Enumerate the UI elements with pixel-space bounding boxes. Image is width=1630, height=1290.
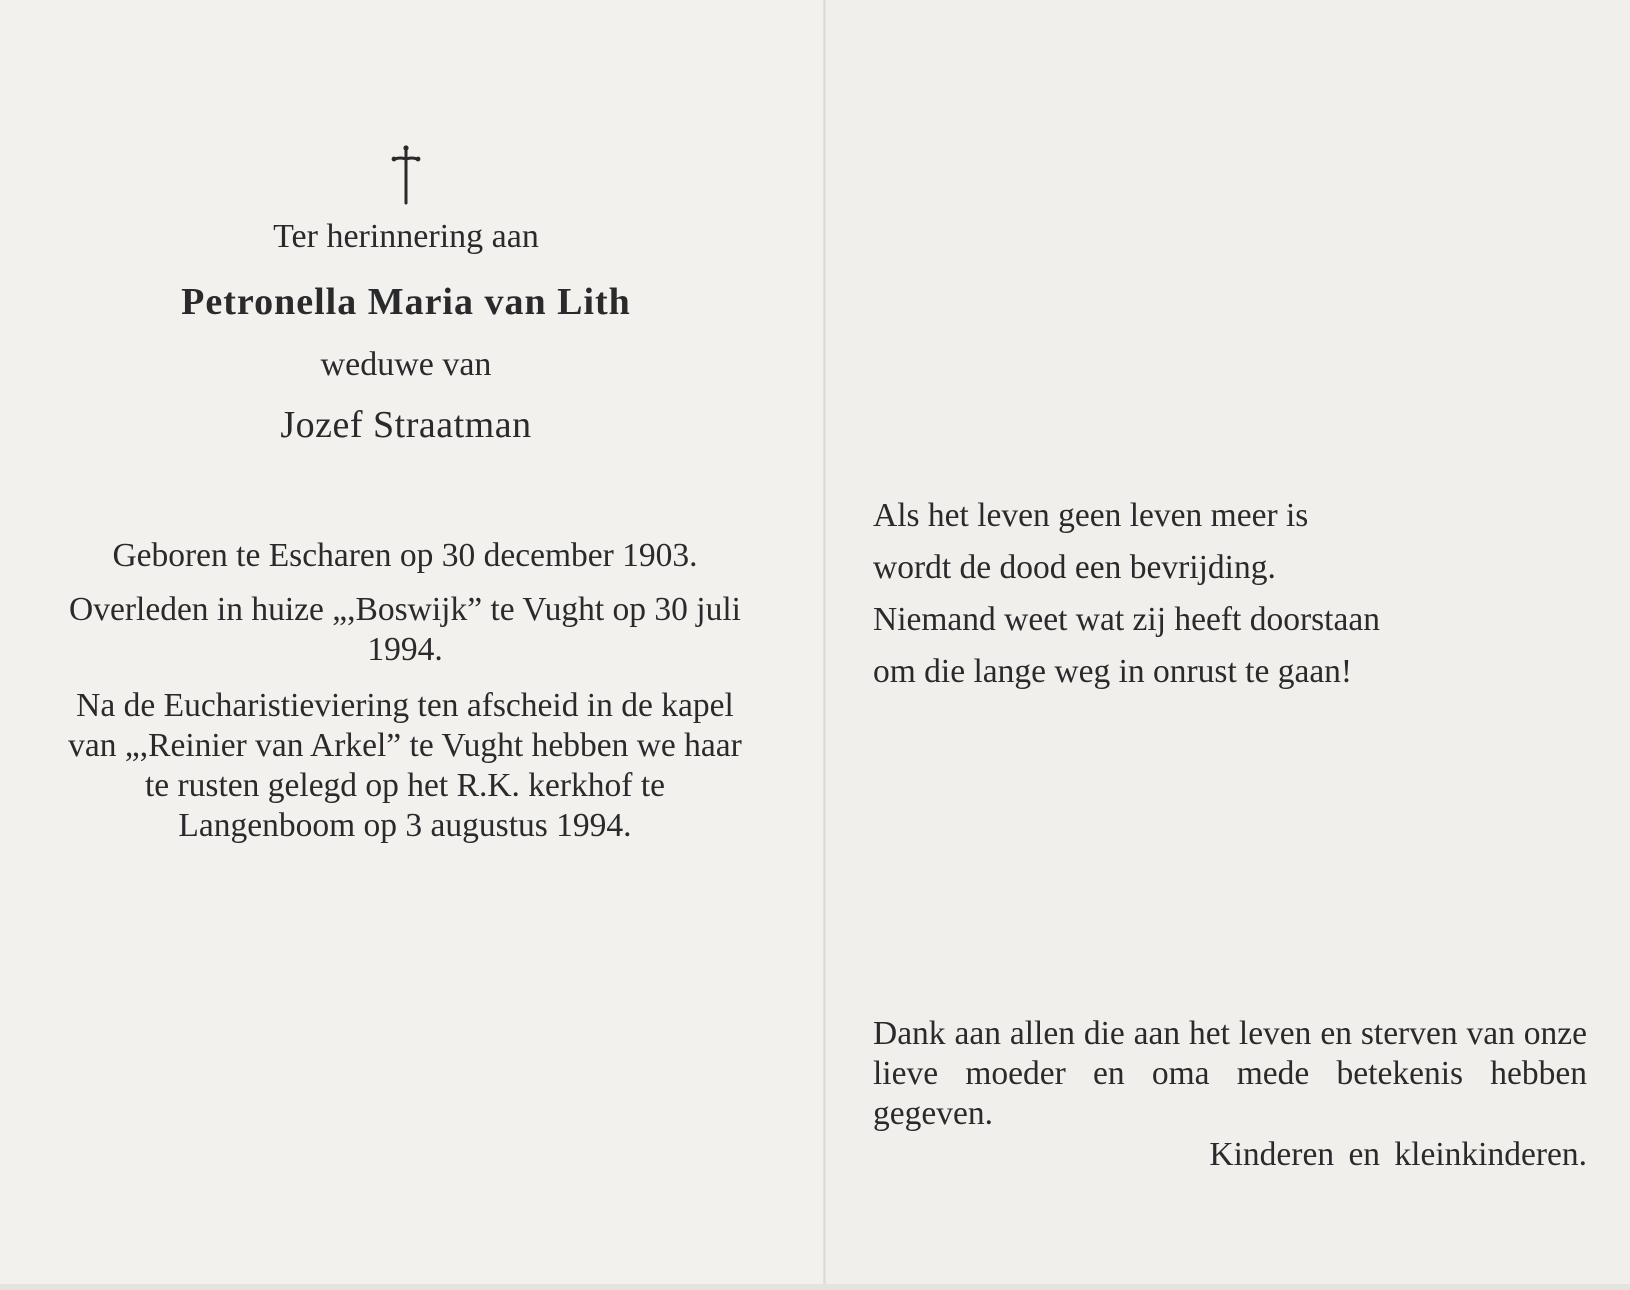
poem-line: om die lange weg in onrust te gaan! (873, 653, 1353, 690)
thanks-text: Dank aan allen die aan het leven en sterven van onze lieve moeder en oma mede betekenis hebben gegeven. (873, 1015, 1587, 1132)
birth-text: Geboren te Escharen op 30 december 1903. (112, 537, 698, 574)
signature: Kinderen en kleinkinderen. (1209, 1136, 1587, 1173)
funeral-text: Na de Eucharistieviering ten afscheid in de kapel van „,Reinier van Arkel” te Vught hebben we haar te rusten gelegd op het R.K. kerkhof te Langenboom op 3 augustus 1994. (68, 687, 742, 844)
deceased-name: Petronella Maria van Lith (181, 281, 631, 323)
intro-line: Ter herinnering aan (273, 218, 539, 255)
poem-line: Als het leven geen leven meer is (873, 497, 1309, 534)
poem-line: Niemand weet wat zij heeft doorstaan (873, 601, 1380, 638)
widow-line: weduwe van (320, 346, 492, 383)
spouse-name: Jozef Straatman (280, 404, 532, 446)
poem (873, 490, 1380, 698)
card-bottom-edge (0, 1284, 1630, 1290)
cross-icon (390, 145, 422, 205)
card-fold (823, 0, 826, 1290)
poem-line: wordt de dood een bevrijding. (873, 549, 1276, 586)
death-text: Overleden in huize „,Boswijk” te Vught op 30 juli 1994. (69, 591, 741, 668)
